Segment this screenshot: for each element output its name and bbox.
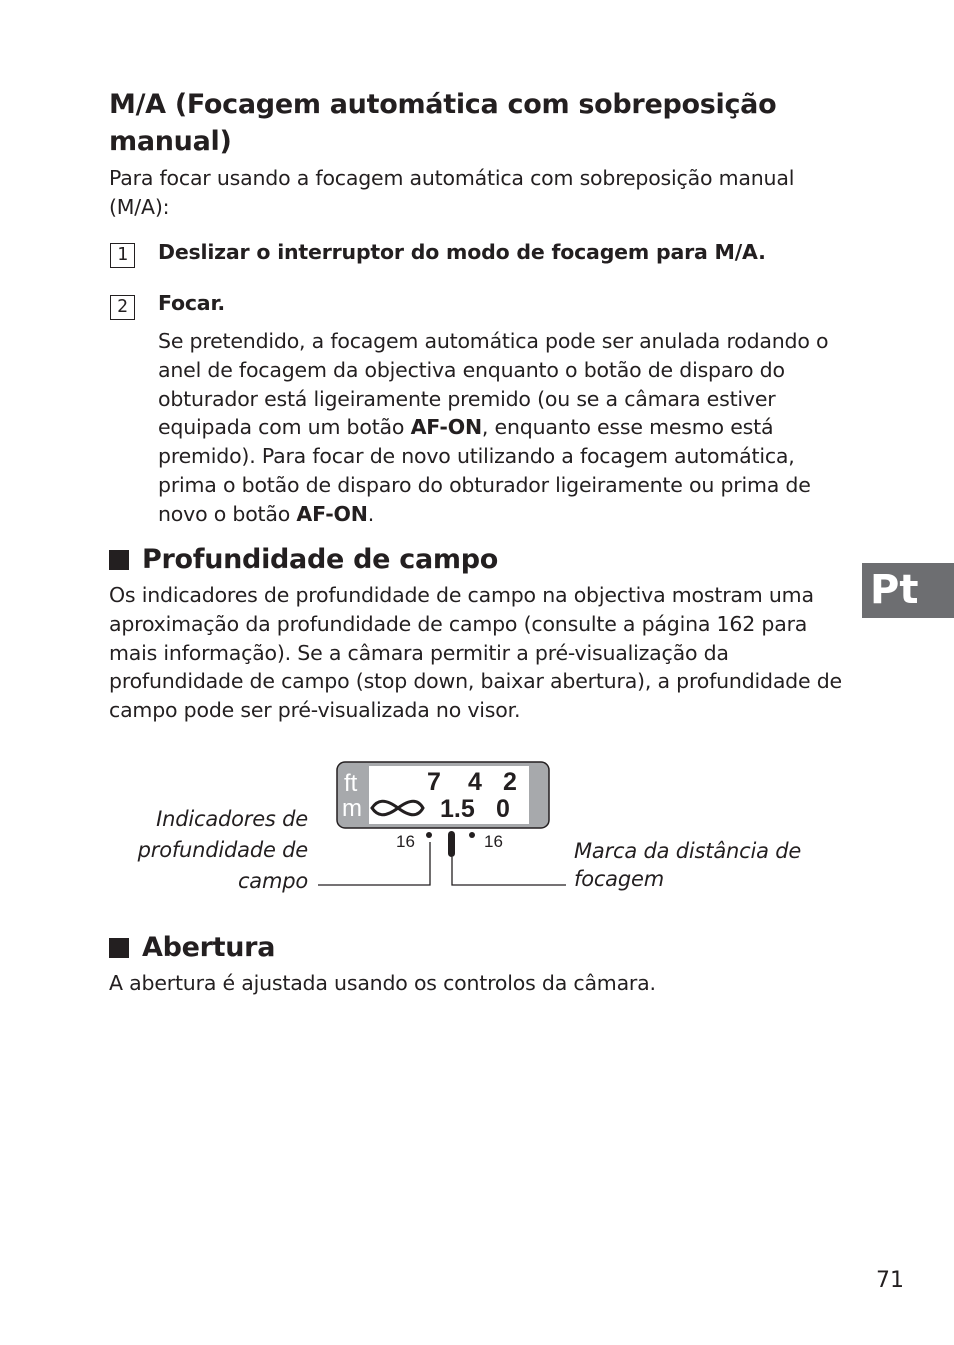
dof-indicator-dot-right [469, 832, 475, 838]
section-heading-depth-of-field: Profundidade de campo [109, 544, 498, 575]
intro-paragraph: Para focar usando a focagem automática com sobreposição manual (M/A): [109, 166, 795, 219]
distance-scale-diagram [300, 755, 570, 895]
focus-distance-mark [448, 831, 455, 857]
m-value: 1.5 [440, 795, 475, 823]
af-on-button-label: AF-ON [410, 415, 482, 440]
scale-unit-m: m [342, 795, 362, 822]
ft-value: 4 [468, 768, 482, 796]
step-2-title: Focar. [158, 291, 226, 315]
depth-of-field-paragraph: Os indicadores de profundidade de campo na objectiva mostram uma aproximação da profundidade de campo (consulte a página 162 para mais informação). Se a câmara permitir a pré-visualização da profundidade de campo (stop down, baixar abertura), a profundidade de campo pode ser pré-visualizada no visor. [109, 583, 842, 723]
dof-label-right: 16 [484, 832, 503, 851]
callout-dof-indicators: Indicadores de profundidade de campo [137, 807, 308, 893]
m-value: 0 [496, 795, 510, 823]
aperture-paragraph: A abertura é ajustada usando os controlos da câmara. [109, 971, 656, 995]
af-on-button-label: AF-ON [296, 501, 368, 526]
scale-unit-ft: ft [344, 770, 358, 797]
step-number-2: 2 [110, 295, 135, 320]
callout-focus-distance-mark: Marca da distância de focagem [574, 839, 802, 891]
step-number-1: 1 [110, 243, 135, 268]
dof-indicator-dot-left [426, 832, 432, 838]
page-title: M/A (Focagem automática com sobreposição manual) [109, 89, 777, 157]
step-2-body: Se pretendido, a focagem automática pode ser anulada rodando o anel de focagem da objectiva enquanto o botão de disparo do obturador está ligeiramente premido (ou se a câmara estiver equipada com um botão AF-ON, enquanto esse mesmo está premido). Para focar de novo utilizando a focagem automática, prima o botão de disparo do obturador ligeiramente ou prima de novo o botão AF-ON. [158, 329, 829, 526]
step-1-title: Deslizar o interruptor do modo de focagem para M/A. [158, 240, 766, 264]
section-heading-aperture: Abertura [109, 932, 275, 963]
section-bullet-icon [109, 550, 129, 570]
page-number: 71 [876, 1268, 904, 1293]
leader-line-focus-mark [452, 857, 566, 885]
ft-value: 7 [427, 768, 441, 796]
ft-value: 2 [503, 768, 517, 796]
section-bullet-icon [109, 938, 129, 958]
dof-label-left: 16 [396, 832, 415, 851]
language-tab-pt: Pt [862, 563, 954, 618]
